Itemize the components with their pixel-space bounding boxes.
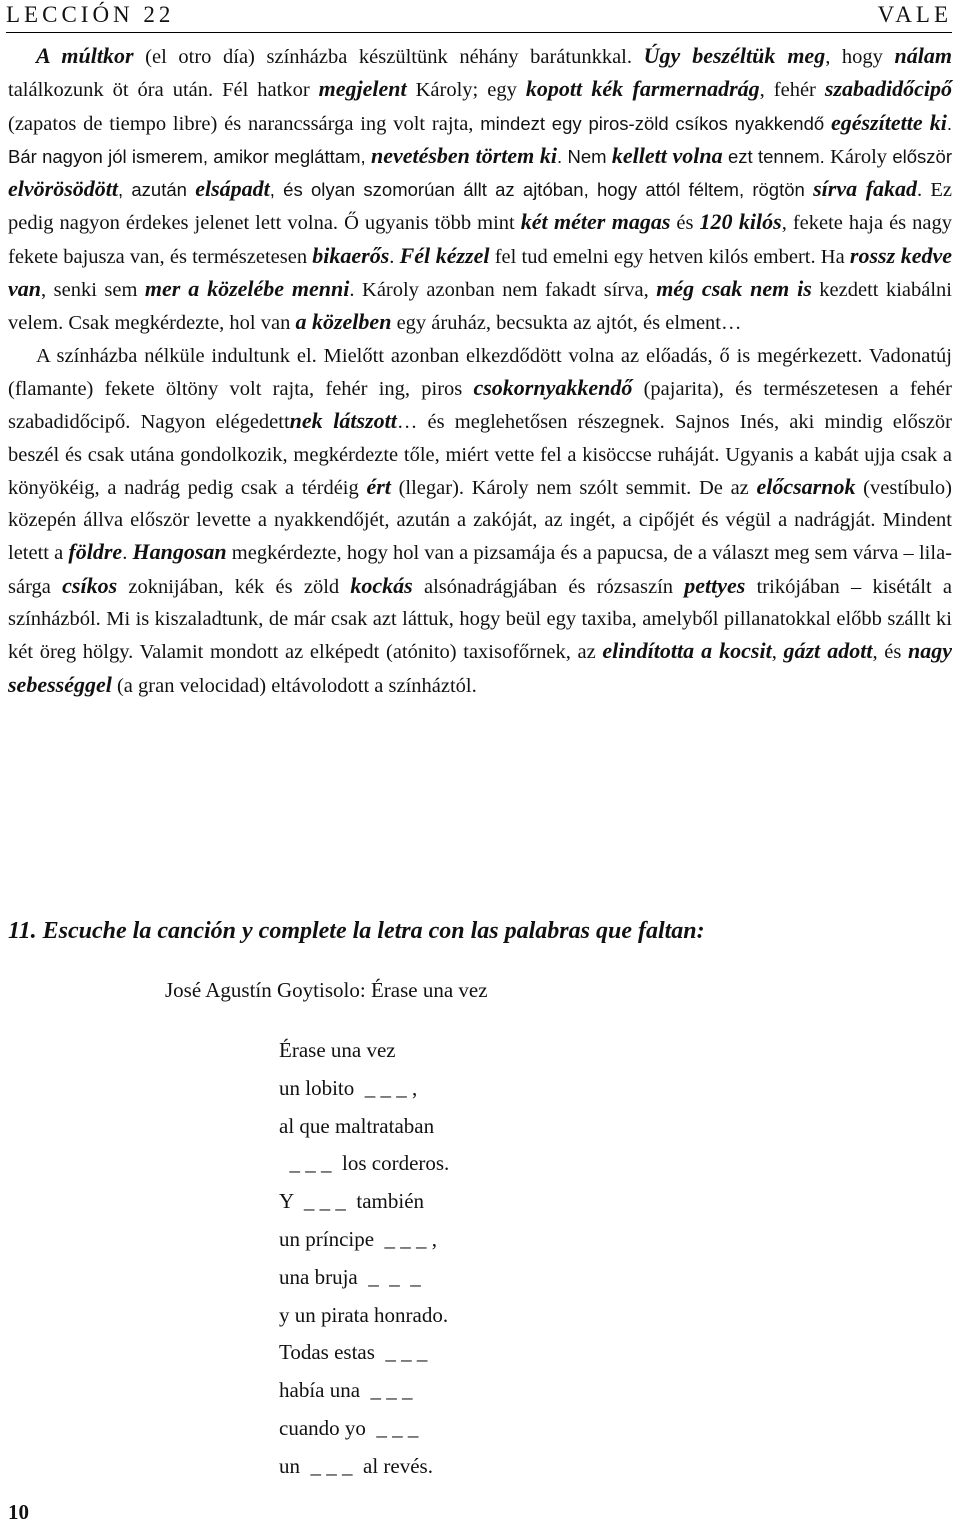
highlighted-phrase: földre [68, 539, 123, 565]
highlighted-phrase: csokornyakkendő [473, 374, 633, 400]
song-title: José Agustín Goytisolo: Érase una vez [165, 978, 488, 1002]
highlighted-phrase: A múltkor [36, 43, 134, 68]
story-text-run: , és [872, 641, 908, 664]
highlighted-phrase: kellett volna [611, 142, 723, 168]
story-text-run: (llegar). Károly nem szólt semmit. De az [390, 476, 757, 499]
story-text-run: fel tud emelni egy hetven kilós embert. Ha [489, 245, 850, 268]
lesson-title: LECCIÓN 22 [6, 2, 175, 27]
highlighted-phrase: ért [366, 473, 391, 499]
page-number: 10 [8, 1500, 29, 1524]
story-text-run: (a gran velocidad) eltávolodott a színháztól. [111, 674, 477, 697]
story-text-run: Károly; egy [406, 79, 526, 102]
story-text-run: , [771, 641, 784, 664]
lyric-line: un príncipe _ _ _ , [279, 1226, 438, 1251]
highlighted-phrase: Hangosan [132, 539, 227, 565]
story-text-run: trikójában – kisétált a színházból. Mi is kiszaladtunk, de már csak azt láttuk, hogy beül egy taxiba, amelyből pillanatokkal előbb szállt ki két öreg hölgy. Valamit mondott az elképedt (atónito) taxisofőrnek, az [8, 575, 953, 664]
lyric-line: y un pirata honrado. [279, 1302, 449, 1327]
highlighted-phrase: még csak nem is [656, 276, 812, 302]
highlighted-phrase: nek látszott [289, 408, 397, 434]
story-text-run: , hogy [825, 46, 895, 68]
highlighted-phrase: pettyes [684, 572, 746, 598]
highlighted-phrase: előcsarnok [756, 473, 856, 499]
story-text-run: egy áruház, becsukta az ajtót, és elment… [391, 312, 742, 335]
highlighted-phrase: kopott kék farmernadrág [525, 76, 760, 102]
highlighted-phrase: gázt adott [783, 638, 873, 664]
story-paragraph-1 [8, 40, 952, 340]
lyric-line: un _ _ _ al revés. [279, 1453, 433, 1478]
story-text-run: és [670, 212, 700, 235]
song-lyrics [279, 1032, 449, 1486]
highlighted-phrase: mer a közelébe menni [144, 276, 350, 302]
story-text-run: , fehér [759, 79, 825, 102]
story-text-run: , azután [118, 179, 196, 201]
highlighted-phrase: szabadidőcipő [824, 76, 952, 102]
highlighted-phrase: 120 kilós [699, 209, 782, 235]
highlighted-phrase: csíkos [62, 572, 118, 598]
story-text-run: megkérdezte, hogy hol van a pizsamája és a papucsa, de a választ meg sem várva – lila-sárga [8, 542, 952, 598]
story-text-run: , senki sem [41, 279, 145, 302]
story-text-run: először [892, 145, 952, 167]
highlighted-phrase: egészítette ki [830, 109, 947, 135]
exercise-heading: 11. Escuche la canción y complete la letra con las palabras que faltan: [8, 918, 705, 944]
story-text-run: alsónadrágjában és rózsaszín [412, 575, 685, 598]
lyric-line: un lobito _ _ _ , [279, 1075, 418, 1100]
highlighted-phrase: nálam [894, 43, 952, 68]
story-text-run: Károly [830, 145, 893, 168]
story-text-run: találkozunk öt óra után. Fél hatkor [8, 79, 319, 102]
page-header [6, 2, 952, 33]
story-text-run: , és olyan szomorúan állt az ajtóban, hogy attól féltem, rögtön [269, 179, 814, 201]
story-text-run: … és meglehetősen részegnek. Sajnos Inés, aki mindig először beszél és csak utána gondolkozik, megkérdezte tőle, miért vette fel a kisöccse ruháját. Ugyanis a kabát ujja csak a könyökéig, a nadrág pedig csak a térdéig [8, 411, 952, 499]
story-text-run: kezdett kiabálni velem. Csak megkérdezte, hol van [8, 279, 952, 335]
story-text-run: . Nem [557, 145, 612, 167]
story-text-run: A színházba nélküle indultunk el. Mielőtt azonban elkezdődött volna az előadás, ő is megérkezett. Vadonatúj (flamante) fekete öltöny volt rajta, fehér ing, piros [8, 344, 952, 400]
story-text-run: (zapatos de tiempo libre) és narancssárga ing volt rajta, [8, 112, 481, 135]
highlighted-phrase: elsápadt [195, 176, 270, 202]
highlighted-phrase: elindította a kocsit [602, 638, 772, 664]
lyric-line: Érase una vez [279, 1038, 396, 1062]
story-text-run: zoknijában, kék és zöld [117, 575, 351, 598]
story-text [8, 40, 952, 702]
highlighted-phrase: bikaerős [312, 242, 390, 268]
story-text-run: . [389, 245, 400, 268]
story-text-run: . Bár nagyon jól ismerem, amikor megláttam, [8, 112, 952, 167]
story-text-run: . Ez pedig nagyon érdekes jelenet lett volna. Ő ugyanis több mint [8, 179, 953, 235]
story-text-run: ezt tennem. [722, 145, 831, 167]
story-text-run: (vestíbulo) közepén állva először levette a nyakkendőjét, azután a zakóját, az ingét, a cipőjét és végül a nadrágját. Mindent letett a [8, 476, 952, 565]
highlighted-phrase: Úgy beszéltük meg [643, 43, 826, 68]
story-text-run: (pajarita), és természetesen a fehér szabadidőcipő. Nagyon elégedett [8, 377, 952, 434]
lyric-line: _ _ _ los corderos. [279, 1151, 450, 1176]
story-text-run: (el otro día) színházba készültünk néhány barátunkkal. [133, 46, 644, 68]
highlighted-phrase: Fél kézzel [399, 242, 490, 268]
highlighted-phrase: megjelent [318, 76, 407, 102]
lyric-line: había una _ _ _ [279, 1378, 413, 1403]
highlighted-phrase: kockás [350, 572, 413, 598]
highlighted-phrase: sírva fakad [813, 176, 918, 202]
lyric-line: Todas estas _ _ _ [279, 1340, 428, 1365]
highlighted-phrase: a közelben [295, 309, 392, 335]
highlighted-phrase: két méter magas [520, 209, 671, 235]
book-title: VALE [877, 2, 952, 27]
lyric-line: una bruja _ _ _ [279, 1264, 421, 1289]
highlighted-phrase: elvörösödött [8, 176, 118, 202]
highlighted-phrase: nevetésben törtem ki [370, 142, 558, 168]
story-text-run: , fekete haja és nagy fekete bajusza van, és természetesen [8, 212, 953, 268]
lyric-line: Y _ _ _ también [279, 1189, 425, 1214]
highlighted-phrase: rossz kedve van [8, 242, 953, 302]
story-paragraph-2 [8, 340, 952, 702]
story-text-run: mindezt egy piros-zöld csíkos nyakkendő [480, 112, 831, 134]
lyric-line: cuando yo _ _ _ [279, 1415, 419, 1440]
story-text-run: . [122, 542, 133, 565]
lyric-line: al que maltrataban [279, 1113, 435, 1138]
story-text-run: . Károly azonban nem fakadt sírva, [349, 279, 657, 302]
highlighted-phrase: nagy sebességgel [8, 638, 952, 697]
